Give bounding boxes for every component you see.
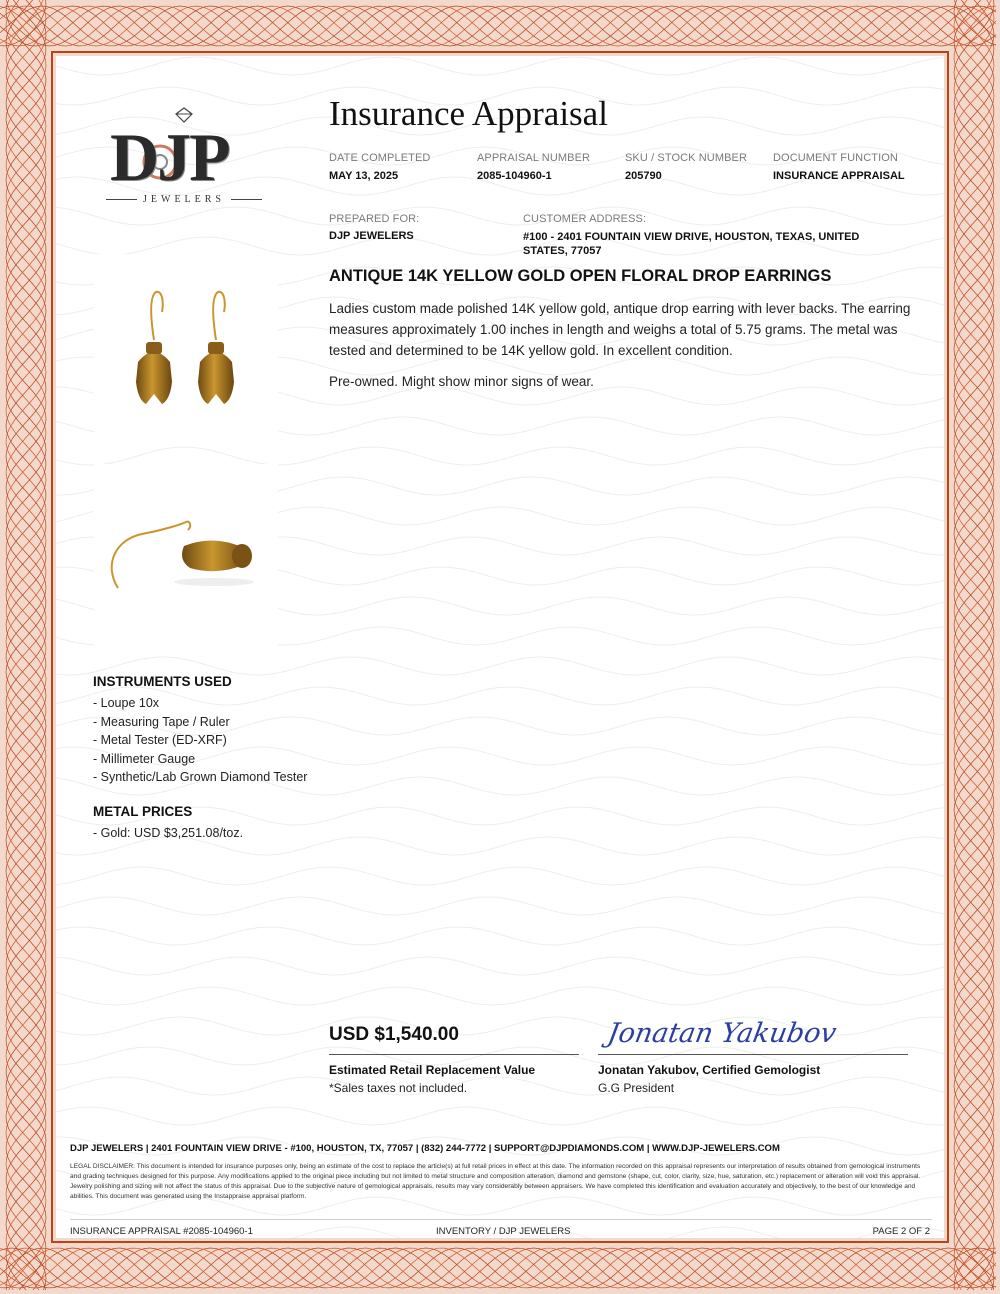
signatory-title: G.G President: [598, 1081, 675, 1095]
date-completed-label: DATE COMPLETED: [329, 152, 431, 164]
logo-subtext: JEWELERS: [106, 194, 262, 205]
sku-value: 205790: [625, 170, 662, 182]
document-function-label: DOCUMENT FUNCTION: [773, 152, 898, 164]
footer-contact: DJP JEWELERS | 2401 FOUNTAIN VIEW DRIVE - #100, HOUSTON, TX, 77057 | (832) 244-7772 | SUPPORT@DJPDIAMONDS.COM | WWW.DJP-JEWELERS.COM: [70, 1143, 780, 1154]
footer-inventory: INVENTORY / DJP JEWELERS: [436, 1226, 571, 1237]
document-function-value: INSURANCE APPRAISAL: [773, 170, 905, 182]
product-photo-side: [94, 464, 278, 650]
company-logo: [104, 104, 264, 214]
date-completed-value: MAY 13, 2025: [329, 170, 399, 182]
item-description: Ladies custom made polished 14K yellow gold, antique drop earring with lever backs. The earring measures approximately 1.00 inches in length and weighs a total of 5.75 grams. The metal was tested and determined to be 14K yellow gold. In excellent condition.: [329, 301, 911, 358]
metal-prices-list: [93, 824, 243, 843]
certificate-body: [56, 56, 944, 1238]
footer-divider: [70, 1219, 932, 1220]
instruments-heading: INSTRUMENTS USED: [93, 674, 232, 689]
document-title: Insurance Appraisal: [329, 94, 608, 133]
signatory-name: Jonatan Yakubov, Certified Gemologist: [598, 1063, 821, 1077]
list-item: - Measuring Tape / Ruler: [93, 714, 230, 729]
item-title: ANTIQUE 14K YELLOW GOLD OPEN FLORAL DROP EARRINGS: [329, 267, 832, 285]
logo-wordmark: DJP: [110, 119, 229, 195]
list-item: - Metal Tester (ED-XRF): [93, 733, 227, 747]
sku-label: SKU / STOCK NUMBER: [625, 152, 748, 164]
signature-image: Jonatan Yakubov: [605, 1018, 839, 1049]
list-item: - Millimeter Gauge: [93, 751, 196, 766]
earring-side-image: [94, 464, 278, 650]
customer-address-value: #100 - 2401 FOUNTAIN VIEW DRIVE, HOUSTON, TEXAS, UNITED STATES, 77057: [523, 231, 860, 257]
customer-address-label: CUSTOMER ADDRESS:: [523, 213, 647, 225]
product-photo-front: [94, 254, 278, 440]
footer-document-id: INSURANCE APPRAISAL #2085-104960-1: [70, 1226, 253, 1237]
list-item: - Synthetic/Lab Grown Diamond Tester: [93, 770, 308, 784]
value-divider: [329, 1054, 579, 1055]
condition-note: Pre-owned. Might show minor signs of wear.: [329, 374, 594, 389]
footer-page-number: PAGE 2 OF 2: [872, 1226, 930, 1237]
appraised-value: USD $1,540.00: [329, 1024, 459, 1045]
list-item: - Loupe 10x: [93, 696, 160, 710]
legal-disclaimer: LEGAL DISCLAIMER: This document is intended for insurance purposes only, being an estimate of the cost to replace the article(s) at full retail prices in effect at this date. The information recorded on this appraisal represents our interpretation of results obtained from gemological instruments and grading techniques designed for this purpose. Any modifications applied to the original piece including but not limited to metal structure and composition alteration, diamond and gemstone (shape, cut, color, clarity, size, hue, saturation, etc.) replacement or alteration will void this appraisal. Jewelry polishing and sizing will not affect the status of this appraisal. Due to the subjective nature of gemological appraisals, results may vary considerably between appraisers. We have completed this identification and evaluation accurately and objectively, to the best of our knowledge and abilities. This document was generated using the Instappraise appraisal platform.: [70, 1163, 921, 1200]
tax-note: *Sales taxes not included.: [329, 1081, 468, 1095]
metal-prices-heading: METAL PRICES: [93, 804, 193, 819]
earrings-front-image: [94, 254, 278, 440]
instruments-list: [93, 694, 307, 787]
appraisal-number-label: APPRAISAL NUMBER: [477, 152, 591, 164]
prepared-for-label: PREPARED FOR:: [329, 213, 420, 225]
value-label: Estimated Retail Replacement Value: [329, 1063, 536, 1077]
appraisal-number-value: 2085-104960-1: [477, 170, 552, 182]
signature-divider: [598, 1054, 908, 1055]
list-item: - Gold: USD $3,251.08/toz.: [93, 826, 244, 840]
prepared-for-value: DJP JEWELERS: [329, 230, 414, 242]
